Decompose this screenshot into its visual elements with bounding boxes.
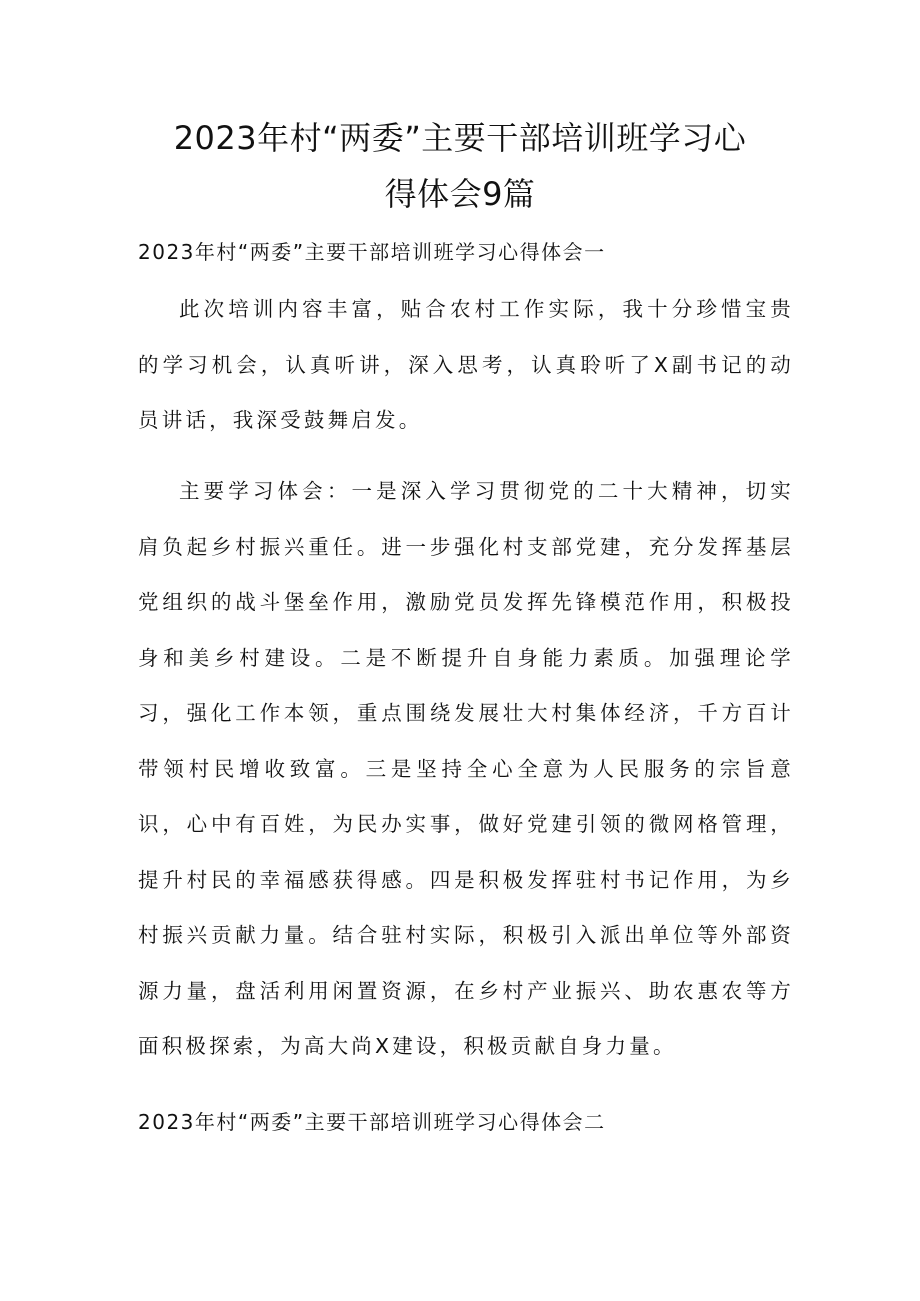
- section-1-paragraph-2: 主要学习体会：一是深入学习贯彻党的二十大精神，切实肩负起乡村振兴重任。进一步强化村支部党建，充分发挥基层党组织的战斗堡垒作用，激励党员发挥先锋模范作用，积极投身和美乡村建设。二是不断提升自身能力素质。加强理论学习，强化工作本领，重点围绕发展壮大村集体经济，千方百计带领村民增收致富。三是坚持全心全意为人民服务的宗旨意识，心中有百姓，为民办实事，做好党建引领的微网格管理，提升村民的幸福感获得感。四是积极发挥驻村书记作用，为乡村振兴贡献力量。结合驻村实际，积极引入派出单位等外部资源力量，盘活利用闲置资源，在乡村产业振兴、助农惠农等方面积极探索，为高大尚X建设，积极贡献自身力量。: [138, 479, 794, 1058]
- section-1-paragraph-1: 此次培训内容丰富，贴合农村工作实际，我十分珍惜宝贵的学习机会，认真听讲，深入思考，认真聆听了X副书记的动员讲话，我深受鼓舞启发。: [138, 297, 794, 432]
- document-title: [130, 110, 790, 222]
- section-1-heading: 2023年村“两委”主要干部培训班学习心得体会一: [138, 240, 606, 264]
- title-line-2: 得体会9篇: [384, 175, 536, 213]
- section-2-heading: 2023年村“两委”主要干部培训班学习心得体会二: [138, 1110, 606, 1134]
- title-line-1: 2023年村“两委”主要干部培训班学习心: [173, 119, 747, 157]
